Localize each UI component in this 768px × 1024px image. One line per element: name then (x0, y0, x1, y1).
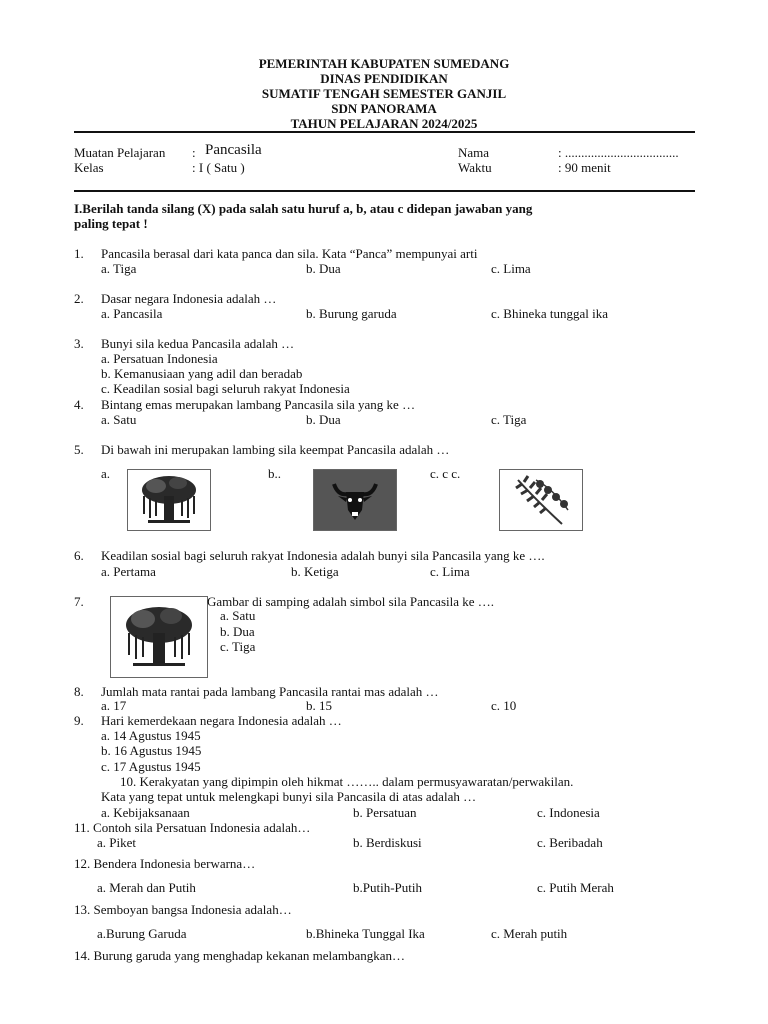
rice-cotton-icon (500, 470, 582, 530)
q4-option-a: a. Satu (101, 412, 137, 427)
subject-separator: : (192, 145, 196, 160)
q7-option-c: c. Tiga (220, 639, 256, 654)
class-value: : I ( Satu ) (192, 160, 245, 175)
q9-option-c: c. 17 Agustus 1945 (101, 759, 201, 774)
banyan-tree-icon (128, 470, 210, 530)
banyan-tree-icon (111, 597, 207, 677)
q5-picture-a (127, 469, 211, 531)
q8-option-c: c. 10 (491, 698, 517, 713)
q5-option-c: c. c c. (430, 466, 461, 481)
q1-option-c: c. Lima (491, 261, 531, 276)
q1-text: Pancasila berasal dari kata panca dan sila. Kata “Panca” mempunyai arti (101, 246, 478, 261)
q12-text: 12. Bendera Indonesia berwarna… (74, 856, 256, 871)
q9-text: Hari kemerdekaan negara Indonesia adalah … (101, 713, 342, 728)
q3-text: Bunyi sila kedua Pancasila adalah … (101, 336, 295, 351)
q4-option-c: c. Tiga (491, 412, 527, 427)
bull-head-icon (314, 470, 396, 530)
q6-number: 6. (74, 548, 84, 563)
header-line-5: TAHUN PELAJARAN 2024/2025 (290, 116, 478, 131)
class-label: Kelas (74, 160, 104, 175)
header-line-3: SUMATIF TENGAH SEMESTER GANJIL (261, 86, 507, 101)
q8-number: 8. (74, 684, 84, 699)
instruction-line-1: I.Berilah tanda silang (X) pada salah satu huruf a, b, atau c didepan jawaban yang (74, 201, 533, 216)
q4-option-b: b. Dua (306, 412, 341, 427)
q1-number: 1. (74, 246, 84, 261)
q4-text: Bintang emas merupakan lambang Pancasila sila yang ke … (101, 397, 416, 412)
q6-option-b: b. Ketiga (291, 564, 339, 579)
time-value: : 90 menit (558, 160, 611, 175)
q3-option-c: c. Keadilan sosial bagi seluruh rakyat Indonesia (101, 381, 350, 396)
q12-option-b: b.Putih-Putih (353, 880, 422, 895)
q5-option-a: a. (101, 466, 111, 481)
q10-option-c: c. Indonesia (537, 805, 600, 820)
q2-option-c: c. Bhineka tunggal ika (491, 306, 608, 321)
q2-option-a: a. Pancasila (101, 306, 163, 321)
q10-option-b: b. Persatuan (353, 805, 417, 820)
name-value: : ................................... (558, 145, 679, 160)
q7-text: Gambar di samping adalah simbol sila Pancasila ke …. (207, 594, 495, 609)
q6-option-a: a. Pertama (101, 564, 156, 579)
q2-number: 2. (74, 291, 84, 306)
q11-option-a: a. Piket (97, 835, 136, 850)
q10-option-a: a. Kebijaksanaan (101, 805, 190, 820)
q11-option-b: b. Berdiskusi (353, 835, 422, 850)
header-divider (74, 131, 695, 133)
q11-text: 11. Contoh sila Persatuan Indonesia adalah… (74, 820, 311, 835)
q1-option-a: a. Tiga (101, 261, 137, 276)
subject-label: Muatan Pelajaran (74, 145, 166, 160)
q6-option-c: c. Lima (430, 564, 470, 579)
q6-text: Keadilan sosial bagi seluruh rakyat Indonesia adalah bunyi sila Pancasila yang ke …. (101, 548, 545, 563)
q8-option-b: b. 15 (306, 698, 332, 713)
header-line-4: SDN PANORAMA (331, 101, 437, 116)
q14-text: 14. Burung garuda yang menghadap kekanan melambangkan… (74, 948, 406, 963)
time-label: Waktu (458, 160, 492, 175)
instruction-line-2: paling tepat ! (74, 216, 148, 231)
q13-option-b: b.Bhineka Tunggal Ika (306, 926, 425, 941)
q9-option-b: b. 16 Agustus 1945 (101, 743, 202, 758)
q1-option-b: b. Dua (306, 261, 341, 276)
q3-option-b: b. Kemanusiaan yang adil dan beradab (101, 366, 303, 381)
q5-picture-c (499, 469, 583, 531)
q12-option-c: c. Putih Merah (537, 880, 614, 895)
info-divider (74, 190, 695, 192)
q7-option-a: a. Satu (220, 608, 256, 623)
q5-picture-b (313, 469, 397, 531)
header-line-1: PEMERINTAH KABUPATEN SUMEDANG (258, 56, 510, 71)
name-label: Nama (458, 145, 490, 160)
q13-option-c: c. Merah putih (491, 926, 568, 941)
q10-text: 10. Kerakyatan yang dipimpin oleh hikmat …….. dalam permusyawaratan/perwakilan. (120, 774, 574, 789)
q7-picture (110, 596, 208, 678)
q13-option-a: a.Burung Garuda (97, 926, 187, 941)
q5-text: Di bawah ini merupakan lambing sila keempat Pancasila adalah … (101, 442, 450, 457)
q2-text: Dasar negara Indonesia adalah … (101, 291, 277, 306)
q11-option-c: c. Beribadah (537, 835, 603, 850)
q7-option-b: b. Dua (220, 624, 255, 639)
q9-number: 9. (74, 713, 84, 728)
q10-text-2: Kata yang tepat untuk melengkapi bunyi sila Pancasila di atas adalah … (101, 789, 477, 804)
q4-number: 4. (74, 397, 84, 412)
q5-number: 5. (74, 442, 84, 457)
q12-option-a: a. Merah dan Putih (97, 880, 196, 895)
q13-text: 13. Semboyan bangsa Indonesia adalah… (74, 902, 292, 917)
q9-option-a: a. 14 Agustus 1945 (101, 728, 201, 743)
subject-value: Pancasila (205, 142, 262, 158)
header-line-2: DINAS PENDIDIKAN (320, 71, 448, 86)
q5-option-b: b.. (268, 466, 281, 481)
q8-option-a: a. 17 (101, 698, 127, 713)
q3-number: 3. (74, 336, 84, 351)
q8-text: Jumlah mata rantai pada lambang Pancasila rantai mas adalah … (101, 684, 439, 699)
q7-number: 7. (74, 594, 84, 609)
q3-option-a: a. Persatuan Indonesia (101, 351, 218, 366)
q2-option-b: b. Burung garuda (306, 306, 397, 321)
